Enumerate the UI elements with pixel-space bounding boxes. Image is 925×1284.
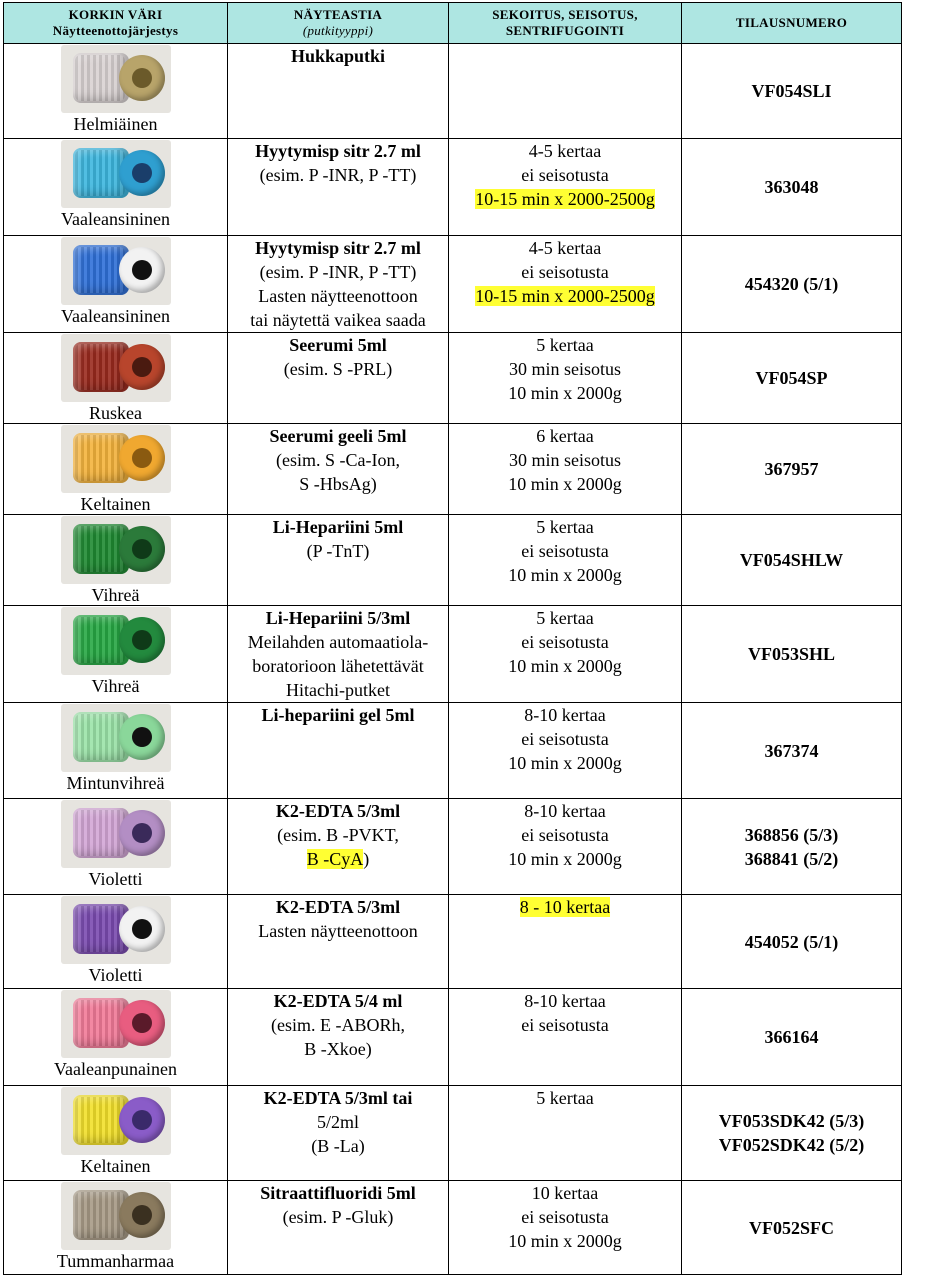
cap-ridges bbox=[75, 344, 125, 390]
tube-type-line: Hukkaputki bbox=[290, 46, 386, 66]
cap-color-name: Vaaleansininen bbox=[61, 306, 170, 326]
tube-type-line: (esim. E -ABORh, bbox=[271, 1015, 405, 1035]
order-number: 363048 bbox=[764, 177, 819, 197]
highlighted-text: 8 - 10 kertaa bbox=[519, 897, 611, 917]
mixing-line: 10 min x 2000g bbox=[508, 565, 622, 585]
cap-color-cell bbox=[4, 139, 228, 236]
header-tube-subtitle: (putkityyppi) bbox=[302, 23, 374, 38]
tube-type-line: Meilahden automaatiola- bbox=[247, 632, 429, 652]
tube-type-line: K2-EDTA 5/3ml bbox=[275, 801, 401, 821]
highlighted-text: 10-15 min x 2000-2500g bbox=[475, 189, 655, 209]
mixing-line: ei seisotusta bbox=[521, 1015, 609, 1035]
mixing-line: 6 kertaa bbox=[536, 426, 594, 446]
tube-cap-image bbox=[61, 334, 171, 402]
tube-type-cell bbox=[228, 236, 449, 333]
tube-type-line: (esim. B -PVKT, bbox=[277, 825, 399, 845]
tube-type-line: Li-Hepariini 5/3ml bbox=[265, 608, 411, 628]
tube-type-line: (P -TnT) bbox=[306, 541, 370, 561]
order-number: VF052SFC bbox=[749, 1217, 834, 1238]
cap-color-name: Vihreä bbox=[91, 585, 140, 605]
tube-type-line: (esim. P -INR, P -TT) bbox=[259, 262, 417, 282]
mixing-line: ei seisotusta bbox=[521, 165, 609, 185]
header-order-number-title: TILAUSNUMERO bbox=[735, 15, 848, 30]
mixing-line: 8-10 kertaa bbox=[524, 991, 606, 1011]
order-number-cell bbox=[682, 333, 902, 424]
order-number: VF054SHLW bbox=[739, 550, 844, 570]
order-number: 454052 (5/1) bbox=[744, 931, 839, 952]
mixing-line: 30 min seisotus bbox=[508, 359, 621, 379]
cap-color-cell bbox=[4, 333, 228, 424]
mixing-line: 5 kertaa bbox=[536, 517, 594, 537]
tube-type-line: Hyytymisp sitr 2.7 ml bbox=[255, 141, 421, 161]
cap-color-cell bbox=[4, 1181, 228, 1275]
cap-color-cell bbox=[4, 799, 228, 895]
tube-type-line: Seerumi geeli 5ml bbox=[269, 426, 407, 446]
mixing-cell bbox=[449, 44, 682, 139]
mixing-line: 8-10 kertaa bbox=[524, 801, 606, 821]
cap-hole bbox=[132, 1013, 152, 1033]
order-number-cell bbox=[682, 1086, 902, 1181]
cap-hole bbox=[132, 357, 152, 377]
mixing-line: 5 kertaa bbox=[536, 608, 594, 628]
cap-color-cell bbox=[4, 1086, 228, 1181]
header-tube-title: NÄYTEASTIA bbox=[293, 7, 383, 22]
tube-type-cell bbox=[228, 799, 449, 895]
tube-type-line: S -HbsAg) bbox=[299, 474, 377, 494]
header-mixing-subtitle: SENTRIFUGOINTI bbox=[505, 23, 625, 38]
cap-ridges bbox=[75, 435, 125, 481]
tube-type-cell bbox=[228, 515, 449, 606]
table-row bbox=[4, 989, 902, 1086]
cap-color-name: Keltainen bbox=[80, 1156, 151, 1176]
cap-color-cell bbox=[4, 44, 228, 139]
cap-color-name: Mintunvihreä bbox=[66, 773, 165, 793]
tube-type-line: Sitraattifluoridi 5ml bbox=[260, 1183, 416, 1203]
tube-type-line: (esim. S -PRL) bbox=[283, 359, 393, 379]
order-number-cell bbox=[682, 44, 902, 139]
mixing-cell bbox=[449, 703, 682, 799]
cap-ridges bbox=[75, 1000, 125, 1046]
tube-cap-image bbox=[61, 607, 171, 675]
mixing-line: 10 min x 2000g bbox=[508, 1231, 622, 1251]
tube-type-line: K2-EDTA 5/4 ml bbox=[273, 991, 403, 1011]
order-number-cell bbox=[682, 703, 902, 799]
cap-color-name: Violetti bbox=[88, 869, 143, 889]
mixing-line: 10 min x 2000g bbox=[508, 753, 622, 773]
tube-type-line bbox=[228, 847, 448, 871]
tube-type-line: Hyytymisp sitr 2.7 ml bbox=[255, 238, 421, 258]
tube-type-cell bbox=[228, 333, 449, 424]
table-body bbox=[4, 44, 902, 1275]
order-number-cell bbox=[682, 1181, 902, 1275]
cap-color-cell bbox=[4, 606, 228, 703]
order-number-cell bbox=[682, 606, 902, 703]
mixing-line: ei seisotusta bbox=[521, 632, 609, 652]
table-row bbox=[4, 1181, 902, 1275]
mixing-line: ei seisotusta bbox=[521, 541, 609, 561]
mixing-line: 5 kertaa bbox=[536, 1088, 594, 1108]
mixing-cell bbox=[449, 1086, 682, 1181]
order-number-cell bbox=[682, 139, 902, 236]
cap-color-cell bbox=[4, 424, 228, 515]
table-row bbox=[4, 799, 902, 895]
order-number-cell bbox=[682, 424, 902, 515]
order-number: VF052SDK42 (5/2) bbox=[718, 1135, 865, 1155]
tube-cap-image bbox=[61, 896, 171, 964]
tube-type-line: (esim. P -Gluk) bbox=[282, 1207, 394, 1227]
mixing-line: 10 min x 2000g bbox=[508, 849, 622, 869]
cap-hole bbox=[132, 919, 152, 939]
order-number-cell bbox=[682, 989, 902, 1086]
order-number: 367374 bbox=[764, 740, 819, 761]
tube-type-line: Lasten näytteenottoon bbox=[258, 286, 418, 306]
mixing-cell bbox=[449, 895, 682, 989]
tube-type-line: Li-hepariini gel 5ml bbox=[261, 705, 415, 725]
table-row bbox=[4, 606, 902, 703]
cap-color-name: Helmiäinen bbox=[73, 114, 158, 134]
cap-ridges bbox=[75, 1192, 125, 1238]
mixing-cell bbox=[449, 1181, 682, 1275]
tube-cap-image bbox=[61, 516, 171, 584]
tube-type-cell bbox=[228, 1181, 449, 1275]
cap-color-name: Vihreä bbox=[91, 676, 140, 696]
mixing-line bbox=[449, 187, 681, 211]
cap-hole bbox=[132, 539, 152, 559]
table-row bbox=[4, 515, 902, 606]
tube-type-cell bbox=[228, 44, 449, 139]
tube-type-line: (esim. P -INR, P -TT) bbox=[259, 165, 417, 185]
cap-color-cell bbox=[4, 236, 228, 333]
cap-hole bbox=[132, 68, 152, 88]
trailing-text: ) bbox=[363, 849, 370, 869]
order-number: 368841 (5/2) bbox=[744, 848, 839, 869]
order-number-cell bbox=[682, 515, 902, 606]
mixing-line: 8-10 kertaa bbox=[524, 705, 606, 725]
cap-color-name: Vaaleansininen bbox=[61, 209, 170, 229]
mixing-cell bbox=[449, 236, 682, 333]
table-row bbox=[4, 1086, 902, 1181]
cap-color-cell bbox=[4, 989, 228, 1086]
order-number-cell bbox=[682, 236, 902, 333]
cap-hole bbox=[132, 1110, 152, 1130]
cap-hole bbox=[132, 630, 152, 650]
tube-type-line: Li-Hepariini 5ml bbox=[272, 517, 404, 537]
tube-cap-image bbox=[61, 140, 171, 208]
mixing-line: 5 kertaa bbox=[536, 335, 594, 355]
tube-type-cell bbox=[228, 1086, 449, 1181]
table-row bbox=[4, 44, 902, 139]
mixing-cell bbox=[449, 799, 682, 895]
tube-type-line: tai näytettä vaikea saada bbox=[250, 310, 426, 330]
cap-hole bbox=[132, 727, 152, 747]
tube-type-line: Seerumi 5ml bbox=[289, 335, 387, 355]
cap-ridges bbox=[75, 1097, 125, 1143]
tube-type-line: K2-EDTA 5/3ml tai bbox=[263, 1088, 413, 1108]
cap-hole bbox=[132, 823, 152, 843]
tube-cap-image bbox=[61, 237, 171, 305]
table-row bbox=[4, 139, 902, 236]
mixing-line: 4-5 kertaa bbox=[528, 141, 602, 161]
tube-type-cell bbox=[228, 895, 449, 989]
mixing-cell bbox=[449, 515, 682, 606]
cap-ridges bbox=[75, 617, 125, 663]
mixing-cell bbox=[449, 424, 682, 515]
cap-ridges bbox=[75, 526, 125, 572]
cap-color-name: Ruskea bbox=[89, 403, 142, 423]
cap-color-name: Tummanharmaa bbox=[56, 1251, 175, 1271]
header-mixing bbox=[449, 3, 682, 44]
cap-hole bbox=[132, 260, 152, 280]
order-number: VF053SHL bbox=[747, 644, 835, 664]
cap-ridges bbox=[75, 906, 125, 952]
header-order-number bbox=[682, 3, 902, 44]
highlighted-text: 10-15 min x 2000-2500g bbox=[475, 286, 655, 306]
mixing-line: 10 min x 2000g bbox=[508, 656, 622, 676]
order-number: 366164 bbox=[764, 1027, 819, 1047]
cap-ridges bbox=[75, 247, 125, 293]
table-row bbox=[4, 895, 902, 989]
mixing-cell bbox=[449, 606, 682, 703]
cap-color-name: Vaaleanpunainen bbox=[54, 1059, 177, 1079]
table-row bbox=[4, 424, 902, 515]
cap-color-cell bbox=[4, 895, 228, 989]
mixing-line: 10 min x 2000g bbox=[508, 383, 622, 403]
mixing-line bbox=[449, 895, 681, 919]
header-tube bbox=[228, 3, 449, 44]
order-number: 368856 (5/3) bbox=[744, 824, 839, 845]
cap-hole bbox=[132, 448, 152, 468]
cap-ridges bbox=[75, 714, 125, 760]
table-row bbox=[4, 236, 902, 333]
mixing-line: ei seisotusta bbox=[521, 825, 609, 845]
tube-cap-image bbox=[61, 45, 171, 113]
cap-color-name: Violetti bbox=[88, 965, 143, 985]
mixing-cell bbox=[449, 333, 682, 424]
mixing-line: 30 min seisotus bbox=[508, 450, 621, 470]
order-number: 367957 bbox=[764, 459, 819, 479]
tube-type-line: Hitachi-putket bbox=[286, 680, 390, 700]
tube-type-cell bbox=[228, 139, 449, 236]
tube-cap-image bbox=[61, 1087, 171, 1155]
mixing-line: 10 min x 2000g bbox=[508, 474, 622, 494]
mixing-line: ei seisotusta bbox=[521, 729, 609, 749]
tube-cap-image bbox=[61, 425, 171, 493]
tube-type-cell bbox=[228, 703, 449, 799]
tube-cap-image bbox=[61, 990, 171, 1058]
header-mixing-title: SEKOITUS, SEISOTUS, bbox=[492, 7, 638, 22]
tube-cap-image bbox=[61, 1182, 171, 1250]
tube-type-cell bbox=[228, 606, 449, 703]
mixing-line: ei seisotusta bbox=[521, 262, 609, 282]
cap-hole bbox=[132, 163, 152, 183]
cap-ridges bbox=[75, 810, 125, 856]
mixing-line: 10 kertaa bbox=[531, 1183, 599, 1203]
table-row bbox=[4, 703, 902, 799]
order-number-cell bbox=[682, 895, 902, 989]
tube-type-line: (esim. S -Ca-Ion, bbox=[276, 450, 400, 470]
cap-ridges bbox=[75, 55, 125, 101]
tube-type-cell bbox=[228, 424, 449, 515]
order-number: VF053SDK42 (5/3) bbox=[718, 1111, 865, 1131]
mixing-line: ei seisotusta bbox=[521, 1207, 609, 1227]
header-cap-color-title: KORKIN VÄRI bbox=[68, 7, 163, 22]
order-number: VF054SP bbox=[755, 368, 828, 388]
cap-ridges bbox=[75, 150, 125, 196]
mixing-cell bbox=[449, 989, 682, 1086]
order-number: VF054SLI bbox=[751, 81, 832, 101]
mixing-cell bbox=[449, 139, 682, 236]
sample-tube-table bbox=[3, 2, 902, 1275]
cap-color-name: Keltainen bbox=[80, 494, 151, 514]
cap-hole bbox=[132, 1205, 152, 1225]
tube-cap-image bbox=[61, 800, 171, 868]
tube-type-cell bbox=[228, 989, 449, 1086]
tube-type-line: K2-EDTA 5/3ml bbox=[275, 897, 401, 917]
cap-color-cell bbox=[4, 515, 228, 606]
tube-type-line: (B -La) bbox=[311, 1136, 365, 1156]
order-number-cell bbox=[682, 799, 902, 895]
header-cap-color-subtitle: Näytteenottojärjestys bbox=[52, 23, 179, 38]
cap-color-cell bbox=[4, 703, 228, 799]
order-number: 454320 (5/1) bbox=[744, 274, 839, 294]
header-cap-color bbox=[4, 3, 228, 44]
tube-type-line: B -Xkoe) bbox=[304, 1039, 372, 1059]
tube-type-line: boratorioon lähetettävät bbox=[252, 656, 424, 676]
mixing-line: 4-5 kertaa bbox=[528, 238, 602, 258]
tube-type-line: 5/2ml bbox=[316, 1112, 359, 1132]
table-header-row bbox=[4, 3, 902, 44]
table-row bbox=[4, 333, 902, 424]
mixing-line bbox=[449, 284, 681, 308]
tube-cap-image bbox=[61, 704, 171, 772]
tube-type-line: Lasten näytteenottoon bbox=[258, 921, 418, 941]
highlighted-text: B -CyA bbox=[306, 849, 364, 869]
